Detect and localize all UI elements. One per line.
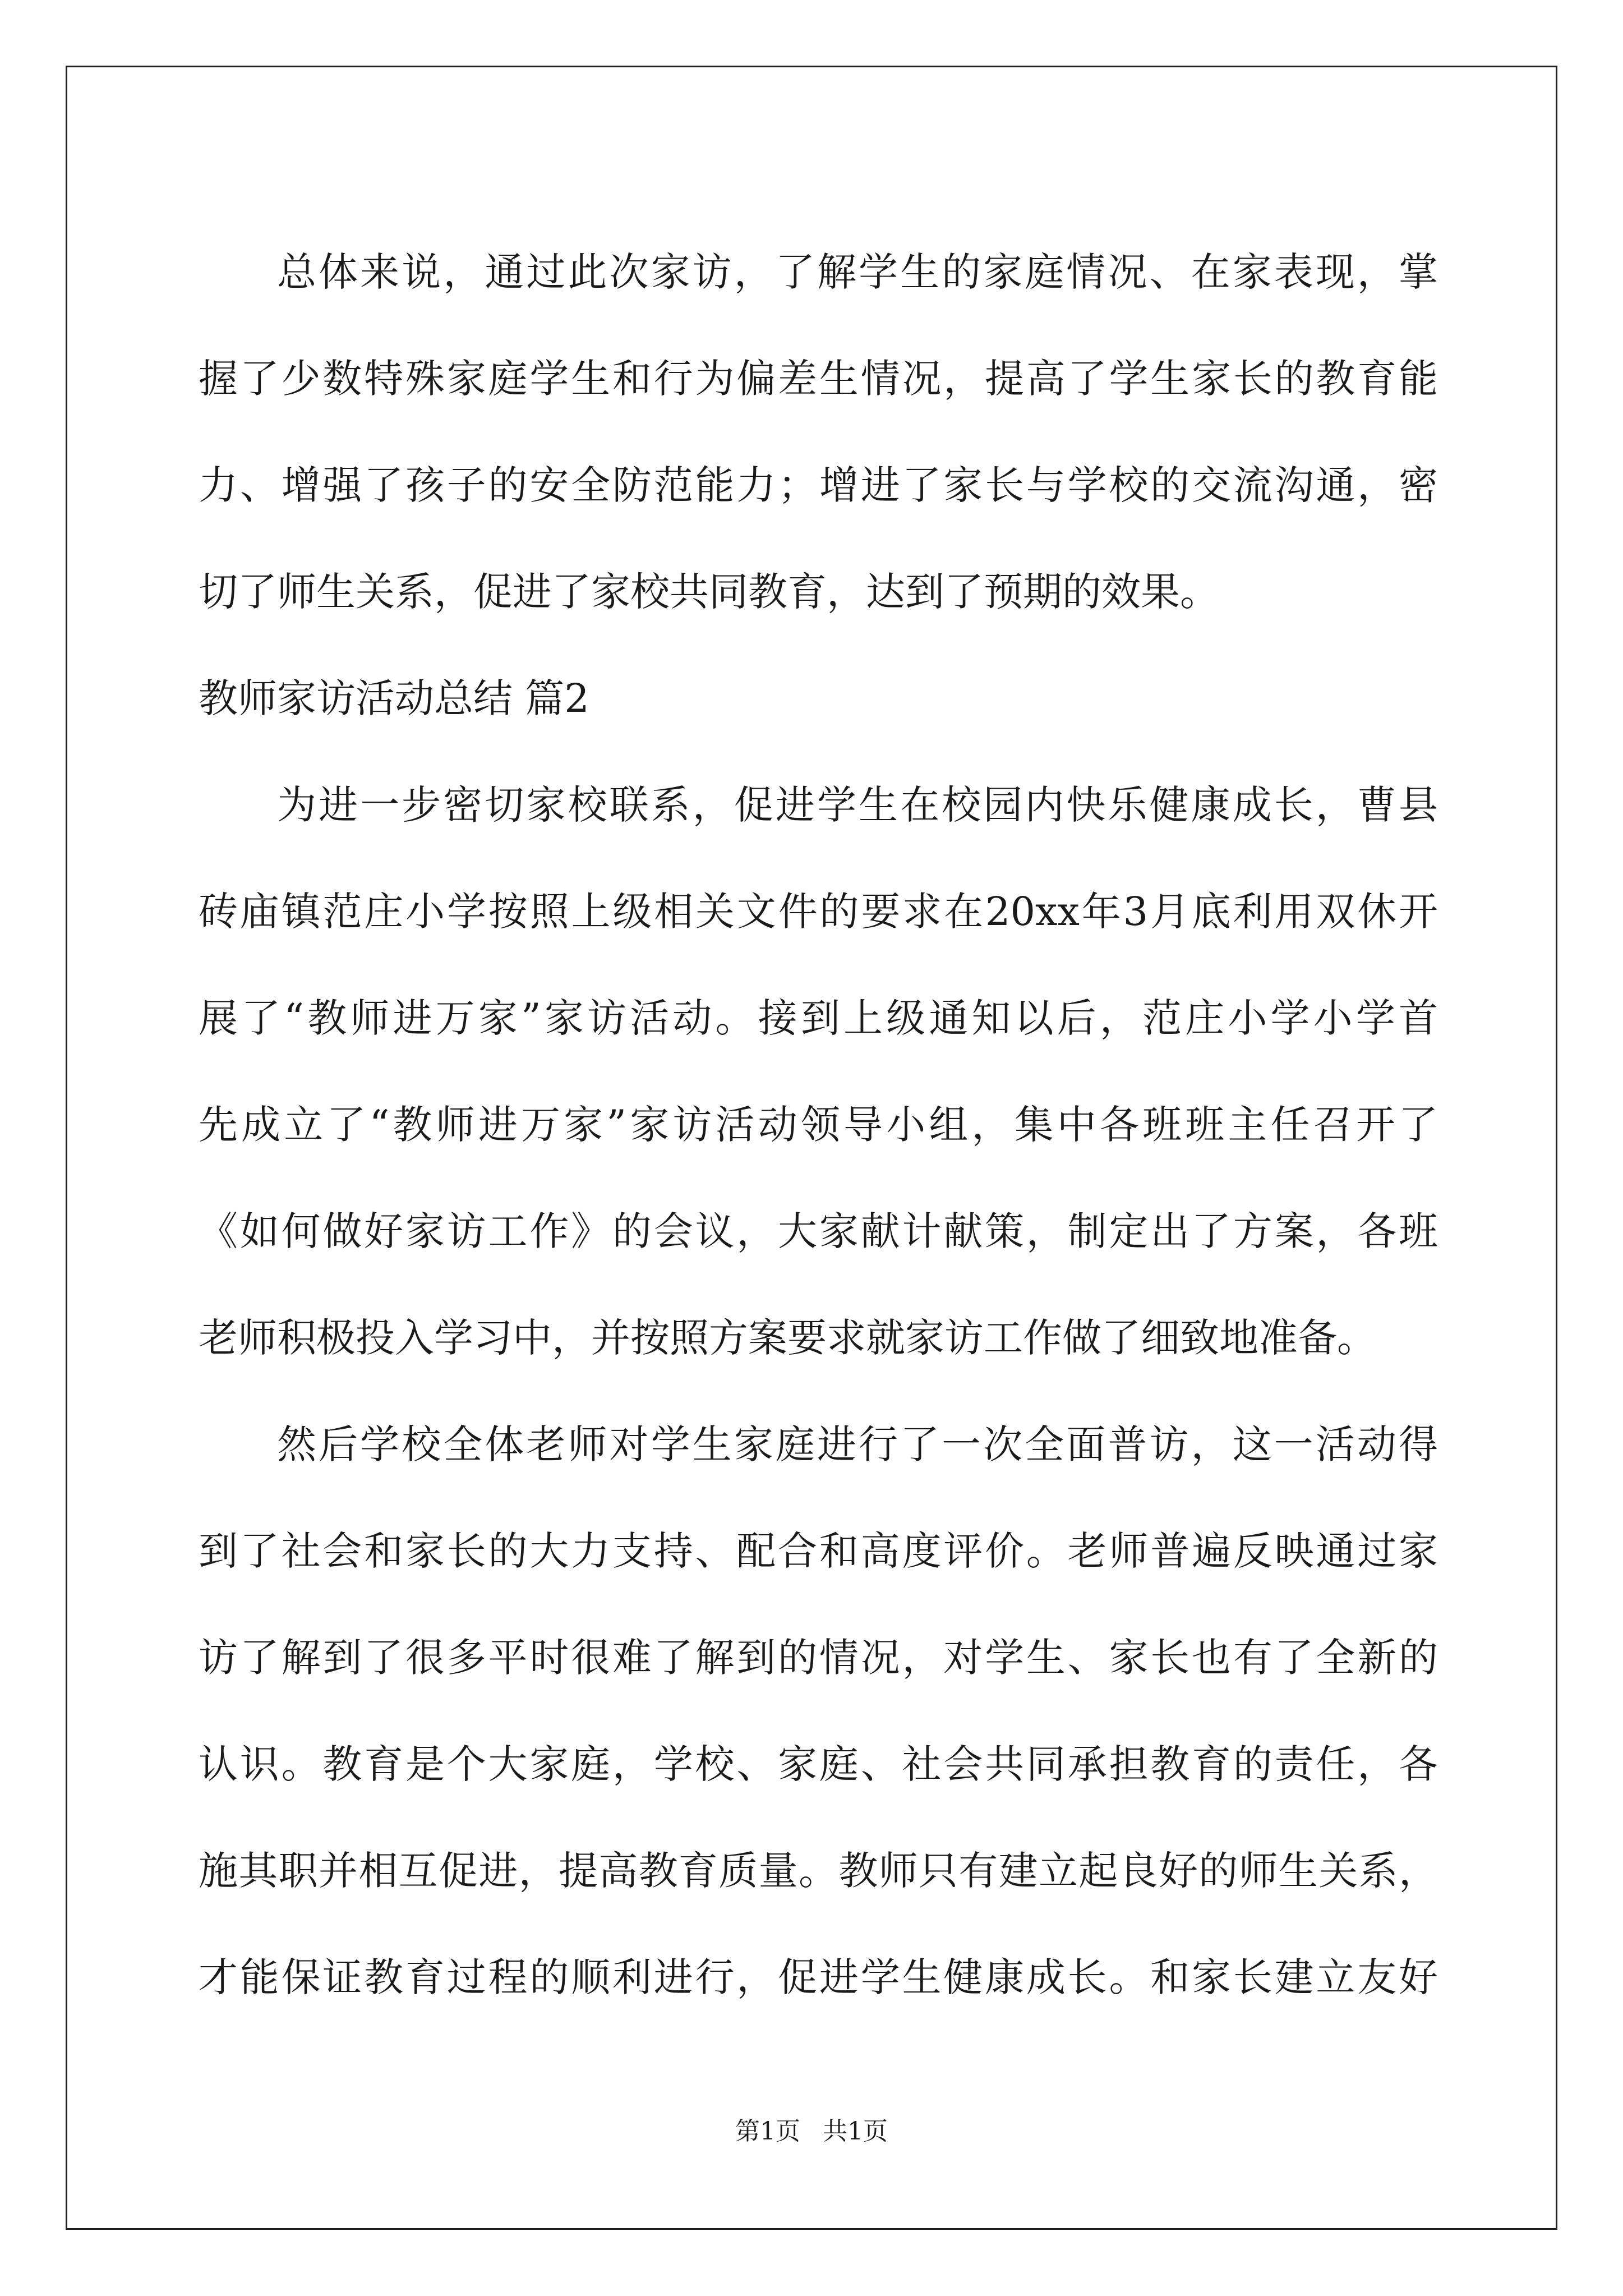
page-number-current: 第1页 — [735, 2117, 800, 2146]
paragraph-line: 展了“教师进万家”家访活动。接到上级通知以后，范庄小学小学首 — [199, 995, 1438, 1041]
paragraph-line: 力、增强了孩子的安全防范能力；增进了家长与学校的交流沟通，密 — [199, 462, 1438, 508]
paragraph-line: 认识。教育是个大家庭，学校、家庭、社会共同承担教育的责任，各 — [199, 1741, 1438, 1787]
paragraph-line: 才能保证教育过程的顺利进行，促进学生健康成长。和家长建立友好 — [199, 1954, 1438, 2000]
paragraph-line: 切了师生关系，促进了家校共同教育，达到了预期的效果。 — [199, 569, 1219, 615]
document-body — [199, 219, 1438, 2031]
section-heading: 教师家访活动总结 篇2 — [199, 675, 589, 721]
page-footer — [0, 2115, 1623, 2148]
paragraph-line: 老师积极投入学习中，并按照方案要求就家访工作做了细致地准备。 — [199, 1315, 1376, 1361]
paragraph-line: 总体来说，通过此次家访，了解学生的家庭情况、在家表现，掌 — [277, 249, 1438, 295]
paragraph-line: 《如何做好家访工作》的会议，大家献计献策，制定出了方案，各班 — [199, 1208, 1438, 1254]
paragraph-line: 砖庙镇范庄小学按照上级相关文件的要求在20xx年3月底利用双休开 — [199, 889, 1438, 935]
paragraph-line: 为进一步密切家校联系，促进学生在校园内快乐健康成长，曹县 — [277, 782, 1438, 828]
paragraph-visits — [199, 1391, 1438, 2031]
paragraph-line: 访了解到了很多平时很难了解到的情况，对学生、家长也有了全新的 — [199, 1635, 1438, 1681]
paragraph-line: 到了社会和家长的大力支持、配合和高度评价。老师普遍反映通过家 — [199, 1528, 1438, 1574]
paragraph-line: 然后学校全体老师对学生家庭进行了一次全面普访，这一活动得 — [277, 1421, 1438, 1467]
paragraph-line: 握了少数特殊家庭学生和行为偏差生情况，提高了学生家长的教育能 — [199, 356, 1438, 402]
page-number-total: 共1页 — [823, 2117, 888, 2146]
paragraph-line: 施其职并相互促进，提高教育质量。教师只有建立起良好的师生关系， — [199, 1848, 1438, 1894]
paragraph-intro — [199, 752, 1438, 1391]
paragraph-line: 先成立了“教师进万家”家访活动领导小组，集中各班班主任召开了 — [199, 1102, 1438, 1148]
paragraph-summary — [199, 219, 1438, 645]
